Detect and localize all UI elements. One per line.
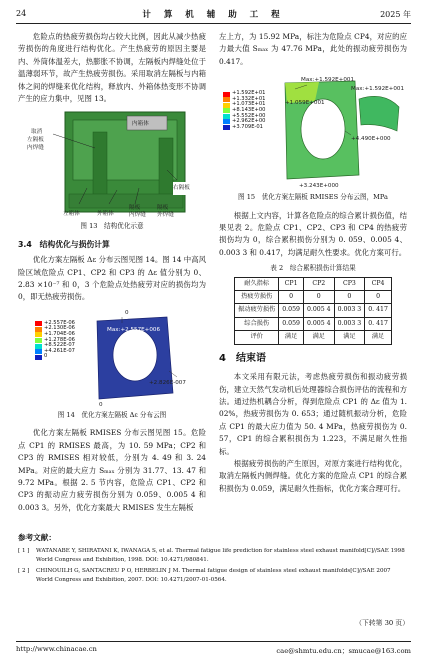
table-cell: 满足 — [303, 331, 334, 344]
table-cell: 0 — [279, 291, 304, 304]
right-paragraph-1: 左上方，为 15.92 MPa，标注为危险点 CP4，对应的应力最大值 Sₘₐₓ 为 47.76 MPa，此处的振动疲劳损伤为 0.417。 — [219, 32, 407, 66]
running-header — [16, 7, 411, 24]
fig14-hole — [113, 329, 157, 381]
table-cell: 0.003 3 — [334, 304, 365, 317]
table-cell: 振动疲劳损伤 — [235, 304, 279, 317]
figure-15 — [219, 71, 407, 189]
table-row — [235, 331, 392, 344]
table-cell: 0 — [303, 291, 334, 304]
references-heading: 参考文献： — [18, 533, 56, 542]
table-header-cell: CP1 — [279, 277, 304, 290]
table-header-cell: 耐久指标 — [235, 277, 279, 290]
left-column — [18, 31, 206, 514]
right-column — [219, 31, 407, 495]
references — [18, 533, 409, 587]
reference-item — [18, 547, 409, 566]
table-cell: 满足 — [279, 331, 304, 344]
fig15-label-c: +3.243E+000 — [299, 183, 339, 190]
figure-13-caption: 图 13 结构优化示意 — [80, 222, 144, 231]
table-2-caption: 表 2 综合累积损伤计算结果 — [270, 264, 356, 273]
right-paragraph-4: 根据疲劳损伤的产生原因，对原方案进行结构优化，取消左隔板内侧焊缝。优化方案的危险点 CP1 的综合累积损伤为 0.059，满足耐久性指标，优化方案合理可行。 — [219, 458, 407, 493]
table-row — [235, 304, 392, 317]
table-2 — [234, 277, 392, 345]
table-header-row — [235, 277, 392, 290]
fig14-legend: +2.557E-06 +2.130E-06 +1.704E-06 +1.278E-06 +8.522E-07 +4.261E-07 0 — [35, 321, 75, 360]
reference-number: [ 2 ] — [18, 567, 30, 574]
footer-email[interactable]: cae@shmtu.edu.cn；smucae@163.com — [276, 647, 411, 655]
table-cell: 热疲劳损伤 — [235, 291, 279, 304]
fig15-bracket-shape — [359, 97, 399, 132]
fig13-label-left-box: 左箱体 — [63, 211, 80, 218]
table-header-cell: CP3 — [334, 277, 365, 290]
fig15-label-a: +1.059E+001 — [285, 100, 325, 107]
fig13-label-partition-b: 隔板 — [157, 205, 169, 212]
continued-note: （下转第 30 页） — [355, 619, 409, 627]
fig13-label-outer-weld: 外焊缝 — [157, 212, 174, 219]
left-paragraph-1: 危险点的热疲劳损伤均占较大比例，因此从减少热疲劳损伤的角度进行结构优化。产生热疲劳的原因主要是内、外筒体温差大，热膨胀不协调，左隔板内焊缝处位于温薄弱环节，故产生热疲劳损伤。采用取消左隔板与内箱体之间的焊缝来优化结构，释放内、外箱体热变形不协调产生的应力集中，见图 13。 — [18, 32, 206, 104]
table-cell: 综合损伤 — [235, 317, 279, 330]
fig14-zero-top: 0 — [125, 309, 129, 316]
section-4-heading: 4 结束语 — [219, 352, 266, 364]
running-footer — [16, 641, 411, 656]
reference-item — [18, 567, 409, 586]
footer-url[interactable]: http://www.chinacae.cn — [16, 645, 97, 653]
table-cell: 0 — [365, 291, 392, 304]
right-partition — [159, 138, 173, 202]
table-cell: 满足 — [365, 331, 392, 344]
fig13-label-left-partition: 左隔板 — [27, 137, 44, 144]
fig14-max-label: Max:+2.557E+006 — [107, 326, 161, 333]
reference-text: CHINOUILH G, SANTACREU P O, HERBELIN J M. Thermal fatigue design of stainless steel exhaust manifolds[C]//SAE 2007 World Congress and Exhibition, 2007. DOI: 10.4271/2007-01-0564. — [36, 567, 391, 583]
table-header-cell: CP2 — [303, 277, 334, 290]
table-cell: 0. 417 — [365, 304, 392, 317]
right-paragraph-3: 本文采用有限元法，考虑热疲劳损伤和振动疲劳损伤，建立天然气发动机后处理器综合损伤评估的流程和方法。通过热机耦合分析，得到危险点 CP1 的 Δε 值为 1. 02%，热疲劳损伤为 0. 653；通过随机振动分析，危险点 CP1 的最大应力值为 50. 4 MPa，热疲劳损伤为 0. 57，CP1 的综合累积损伤为 1.223，不满足耐久性指标。 — [219, 372, 407, 456]
fig13-label-inner-weld: 内焊缝 — [27, 145, 44, 152]
structure-diagram — [27, 108, 197, 218]
left-paragraph-3: 优化方案左隔板 RMISES 分布云图见图 15。危险点 CP1 的 RMISES 最高，为 10. 59 MPa；CP2 和 CP3 的 RMISES 相对较低，分别为 4. 49 和 3. 24 MPa。对应的最大应力 Sₘₐₓ 分别为 31.77、13. 47 和 9.72 MPa。根据 2. 5 节内容，危险点 CP1、CP2 和 CP3 的振动应力疲劳损伤分别为 0.059、0.005 4 和 0.003 3。另外，优化方案最大 RMISES 发生左隔板 — [18, 428, 206, 512]
section-3-4-heading: 3.4 结构优化与损伤计算 — [18, 239, 110, 249]
fig13-label-inner-weld-b: 内焊缝 — [129, 212, 146, 219]
figure-14-caption: 图 14 优化方案左隔板 Δε 分布云图 — [57, 410, 167, 419]
table-cell: 0.005 4 — [303, 317, 334, 330]
reference-text: WATANABE Y, SHIRATANI K, IWANAGA S, et al. Thermal fatigue life prediction for stainless steel exhaust manifold[C]//SAE 1998 World Congress and Exhibition, 1998. DOI: 10.4271/980841. — [36, 547, 405, 563]
fig13-label-outer-box: 外箱体 — [97, 211, 114, 218]
fig13-label-right-partition: 右隔板 — [173, 182, 190, 194]
table-cell: 0 — [334, 291, 365, 304]
figure-14 — [27, 307, 197, 407]
table-cell: 评价 — [235, 331, 279, 344]
table-cell: 0.059 — [279, 317, 304, 330]
table-cell: 0. 417 — [365, 317, 392, 330]
fig13-label-partition-a: 隔板 — [129, 205, 141, 212]
left-partition — [93, 132, 107, 202]
fig13-label-inner-box: 内箱体 — [132, 121, 149, 128]
fig14-side-label: +2.826E-007 — [149, 379, 186, 386]
fig15-legend: +1.592E+01 +1.332E+01 +1.073E+01 +8.143E+00 +5.552E+00 +2.962E+00 +3.709E-01 — [223, 91, 265, 130]
table-cell: 0.059 — [279, 304, 304, 317]
table-cell: 0.005 4 — [303, 304, 334, 317]
fig13-label-cancel: 取消 — [31, 129, 43, 136]
figure-13 — [27, 108, 197, 218]
fig15-max-right: Max:+1.592E+001 — [351, 86, 405, 93]
fig15-label-b: +4.490E+000 — [351, 136, 391, 143]
right-paragraph-2: 根据上文内容，计算各危险点的综合累计损伤值，结果见表 2。危险点 CP1、CP2、CP3 和 CP4 的热疲劳损伤均为 0，综合累积损伤分别为 0. 059、0.005 4、0.003 3 和 0.417，均满足耐久性要求。优化方案可行。 — [219, 210, 407, 257]
table-row — [235, 317, 392, 330]
table-row — [235, 291, 392, 304]
figure-15-caption: 图 15 优化方案左隔板 RMISES 分布云图，MPa — [238, 193, 388, 202]
fig14-contour-plot — [27, 307, 197, 407]
table-cell: 满足 — [334, 331, 365, 344]
fig15-max-top: Max:+1.592E+001 — [301, 77, 355, 84]
issue-year: 2025 年 — [380, 10, 411, 19]
page-number: 24 — [16, 9, 27, 18]
fig14-zero-bottom: 0 — [99, 401, 103, 408]
reference-number: [ 1 ] — [18, 547, 30, 554]
left-paragraph-2: 优化方案左隔板 Δε 分布云图见图 14。图 14 中高风险区域危险点 CP1、CP2 和 CP3 的 Δε 值分别为 0、2.83 ×10⁻⁷ 和 0，3 个危险点处热疲劳对应的损伤均为 0，即无热疲劳损伤。 — [18, 255, 206, 302]
journal-title: 计 算 机 辅 助 工 程 — [142, 10, 285, 20]
table-cell: 0.003 3 — [334, 317, 365, 330]
table-header-cell: CP4 — [365, 277, 392, 290]
